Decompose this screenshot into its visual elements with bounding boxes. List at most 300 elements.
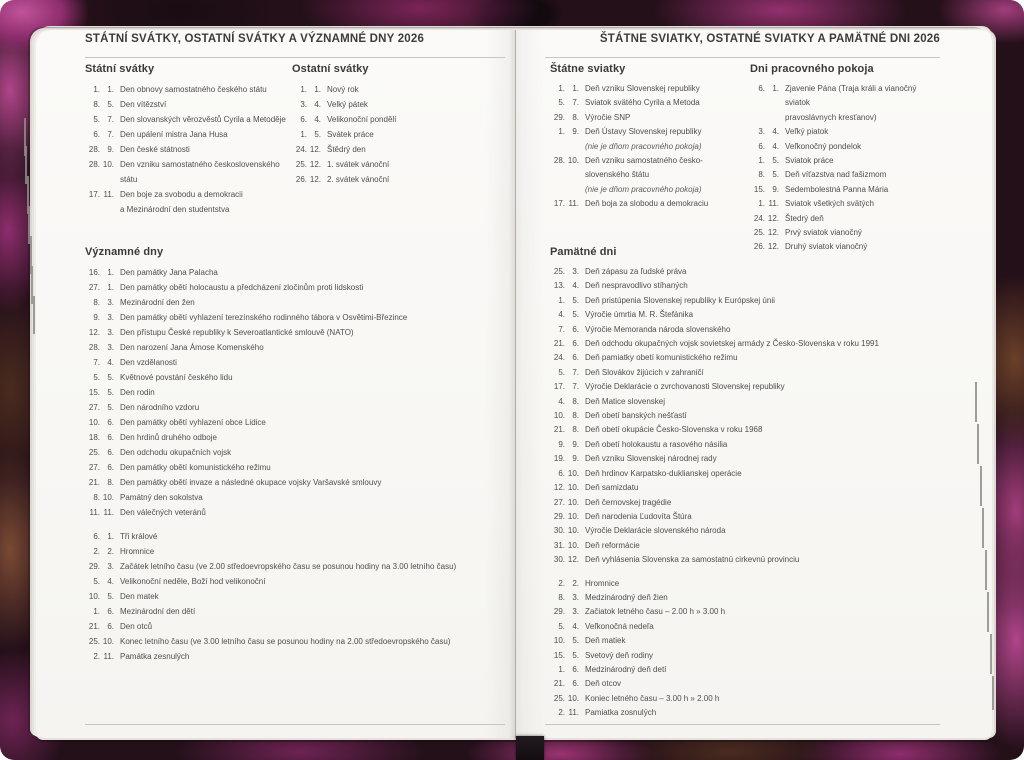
left-footer-rule: [85, 724, 505, 725]
day-number: 6.: [558, 468, 565, 478]
month-number: 6.: [572, 679, 579, 689]
holiday-text: Den památky obětí invaze a následné okupace vojsky Varšavské smlouvy: [120, 478, 382, 487]
month-number: 9.: [572, 127, 579, 137]
month-number: 10.: [567, 483, 579, 493]
holiday-row: [85, 310, 506, 325]
month-number: 1.: [772, 84, 779, 93]
holiday-text: Den památky obětí komunistického režimu: [120, 463, 271, 472]
day-number: 1.: [93, 607, 100, 616]
holiday-row: [550, 323, 938, 337]
month-number: 7.: [107, 130, 114, 139]
holiday-row: [550, 577, 938, 591]
tab-cut-mark: [982, 508, 984, 548]
holiday-row: [85, 400, 506, 415]
section-vyznamne-dny: [85, 246, 506, 664]
holiday-row: [85, 112, 291, 127]
day-number: 31.: [553, 540, 565, 550]
day-number: 8.: [758, 170, 765, 180]
month-number: 1.: [572, 84, 579, 93]
day-number: 5.: [558, 621, 565, 631]
month-number: 5.: [772, 170, 779, 180]
month-number: 4.: [772, 141, 779, 151]
holiday-text: Veľkonočný pondelok: [785, 141, 862, 151]
holiday-text: Den slovanských věrozvěstů Cyrila a Metoděje: [120, 115, 286, 124]
month-number: 4.: [572, 621, 579, 631]
holiday-row: [750, 226, 940, 240]
holiday-row: [85, 280, 506, 295]
holiday-text: Deň nespravodlivo stíhaných: [585, 281, 688, 291]
month-number: 6.: [572, 324, 579, 334]
day-number: 10.: [553, 636, 565, 646]
holiday-row: [550, 265, 938, 279]
month-number: 12.: [767, 242, 779, 252]
day-number: 26.: [753, 242, 765, 252]
holiday-row: [85, 505, 506, 520]
month-number: 1.: [314, 85, 321, 94]
holiday-row: [85, 529, 506, 544]
holiday-row: [550, 366, 938, 380]
holiday-list: [85, 265, 506, 664]
month-number: 5.: [314, 130, 321, 139]
holiday-row: [85, 265, 506, 280]
holiday-row: [292, 112, 506, 127]
holiday-text: Tři králové: [120, 532, 158, 541]
day-number: 27.: [88, 283, 100, 292]
month-number: 7.: [107, 115, 114, 124]
section-heading: Významné dny: [85, 246, 164, 258]
holiday-row: [550, 197, 745, 211]
month-number: 12.: [309, 145, 321, 154]
day-number: 16.: [88, 268, 100, 277]
tab-cut-mark: [975, 382, 977, 422]
month-number: 11.: [768, 199, 779, 209]
holiday-text: Mezinárodní den žen: [120, 298, 195, 307]
holiday-text: Den památky obětí vyhlazení terezínského rodinného tábora v Osvětimi-Březince: [120, 313, 408, 322]
month-number: 3.: [107, 562, 114, 571]
month-number: 12.: [767, 228, 779, 238]
day-number: 27.: [553, 497, 565, 507]
month-number: 8.: [572, 411, 579, 421]
day-number: 9.: [558, 439, 565, 449]
holiday-text: Výročie SNP: [585, 112, 631, 122]
holiday-row: [550, 692, 938, 706]
month-number: 5.: [572, 650, 579, 660]
day-number: 8.: [93, 493, 100, 502]
section-heading: Pamätné dni: [550, 246, 617, 258]
holiday-text: Svetový deň rodiny: [585, 650, 654, 660]
holiday-row: [85, 325, 506, 340]
day-number: 5.: [93, 577, 100, 586]
day-number: 5.: [558, 367, 565, 377]
day-number: 28.: [553, 156, 565, 166]
day-number: 4.: [558, 396, 565, 406]
month-number: 4.: [572, 281, 579, 291]
holiday-text: Medzinárodný deň žien: [585, 592, 668, 602]
month-number: 5.: [107, 592, 114, 601]
day-number: 2.: [93, 652, 100, 661]
holiday-text: Deň reformácie: [585, 540, 640, 550]
holiday-text: Výročie Memoranda národa slovenského: [585, 324, 731, 334]
month-number: 5.: [107, 388, 114, 397]
month-number: 6.: [107, 418, 114, 427]
holiday-row: [85, 559, 506, 574]
month-number: 5.: [572, 310, 579, 320]
holiday-text: Deň Matice slovenskej: [585, 396, 666, 406]
holiday-text: Den památky obětí vyhlazení obce Lidice: [120, 418, 266, 427]
holiday-text: Štedrý deň: [785, 213, 824, 223]
holiday-text: Velikonoční neděle, Boží hod velikonoční: [120, 577, 266, 586]
day-number: 25.: [88, 637, 100, 646]
month-number: 6.: [572, 353, 579, 363]
day-number: 8.: [558, 592, 565, 602]
holiday-text: Koniec letného času – 3.00 h » 2.00 h: [585, 693, 720, 703]
tab-cut-mark: [980, 466, 982, 506]
holiday-text: Den upálení mistra Jana Husa: [120, 130, 228, 139]
month-number: 2.: [107, 547, 114, 556]
holiday-row: [550, 605, 938, 619]
day-number: 24.: [295, 145, 307, 154]
month-number: 6.: [107, 607, 114, 616]
holiday-row: [750, 125, 940, 139]
holiday-row: [550, 706, 938, 720]
section-dni-pracovneho-pokoja: [750, 63, 940, 255]
month-number: 10.: [567, 468, 579, 478]
holiday-text: Druhý sviatok vianočný: [785, 242, 868, 252]
holiday-text: Deň vyhlásenia Slovenska za samostatnú cirkevnú provinciu: [585, 555, 800, 565]
holiday-row: [85, 649, 506, 664]
day-number: 15.: [553, 650, 565, 660]
holiday-text: Den otců: [120, 622, 153, 631]
month-number: 2.: [572, 578, 579, 588]
month-number: 8.: [572, 112, 579, 122]
holiday-text: 2. svátek vánoční: [327, 175, 390, 184]
holiday-row: [85, 445, 506, 460]
month-number: 10.: [567, 540, 579, 550]
day-number: 1.: [558, 664, 565, 674]
month-number: 6.: [107, 448, 114, 457]
month-number: 3.: [107, 328, 114, 337]
day-number: 7.: [558, 324, 565, 334]
day-number: 1.: [558, 295, 565, 305]
holiday-text: Výročie Deklarácie slovenského národa: [585, 526, 726, 536]
holiday-list: [550, 82, 745, 212]
holiday-text: Den vítězství: [120, 100, 167, 109]
holiday-row: [85, 604, 506, 619]
day-number: 27.: [88, 403, 100, 412]
day-number: 29.: [88, 562, 100, 571]
section-heading: Štátne sviatky: [550, 63, 626, 75]
holiday-text: Velikonoční pondělí: [327, 115, 397, 124]
day-number: 21.: [553, 339, 565, 349]
holiday-row: [550, 337, 938, 351]
gutter-line: [515, 30, 516, 738]
holiday-row: [550, 96, 745, 110]
day-number: 1.: [300, 130, 307, 139]
holiday-text: Deň vzniku Slovenskej národnej rady: [585, 454, 717, 464]
day-number: 17.: [88, 190, 100, 199]
month-number: 8.: [572, 425, 579, 435]
holiday-text: Deň zápasu za ľudské práva: [585, 267, 687, 276]
holiday-text: Štědrý den: [327, 145, 366, 154]
day-number: 25.: [553, 267, 565, 276]
day-number: 3.: [758, 127, 765, 137]
section-ostatni-svatky: [292, 63, 506, 187]
tab-cut-mark: [992, 676, 994, 710]
month-number: 1.: [107, 268, 114, 277]
day-number: 6.: [758, 84, 765, 93]
month-number: 9.: [107, 145, 114, 154]
left-page: [85, 30, 515, 738]
day-number: 8.: [93, 100, 100, 109]
holiday-text: Deň obetí holokaustu a rasového násilia: [585, 439, 728, 449]
holiday-row: [550, 467, 938, 481]
holiday-text: Hromnice: [120, 547, 155, 556]
tab-cut-mark: [987, 592, 989, 632]
day-number: 17.: [553, 199, 565, 209]
page-spread: [36, 30, 992, 738]
holiday-row: [85, 127, 291, 142]
holiday-text: Sviatok všetkých svätých: [785, 199, 874, 209]
day-number: 28.: [88, 160, 100, 169]
left-page-title: STÁTNÍ SVÁTKY, OSTATNÍ SVÁTKY A VÝZNAMNÉ DNY 2026: [85, 33, 425, 45]
holiday-row: [550, 294, 938, 308]
holiday-text: 1. svátek vánoční: [327, 160, 390, 169]
holiday-row: [292, 142, 506, 157]
month-number: 10.: [102, 160, 114, 169]
holiday-row: [550, 524, 938, 538]
section-heading: Dni pracovného pokoja: [750, 63, 874, 75]
holiday-row: [550, 452, 938, 466]
holiday-text: Mezinárodní den dětí: [120, 607, 196, 616]
month-number: 7.: [572, 367, 579, 377]
month-number: 10.: [102, 637, 114, 646]
month-number: 9.: [572, 439, 579, 449]
day-number: 21.: [553, 425, 565, 435]
holiday-text: Den boje za svobodu a demokracii a Mezinárodní den studentstva: [120, 190, 243, 214]
holiday-row: [85, 97, 291, 112]
holiday-text: Den narození Jana Ámose Komenského: [120, 343, 264, 352]
day-number: 29.: [553, 511, 565, 521]
holiday-row: [85, 157, 291, 187]
holiday-text: Den válečných veteránů: [120, 508, 206, 517]
month-number: 4.: [314, 115, 321, 124]
holiday-row: [550, 111, 745, 125]
month-number: 4.: [107, 577, 114, 586]
day-number: 10.: [553, 411, 565, 421]
right-header-rule: [545, 57, 940, 58]
month-number: 1.: [107, 85, 114, 94]
day-number: 5.: [558, 98, 565, 108]
holiday-row: [292, 82, 506, 97]
holiday-list: [750, 82, 940, 255]
month-number: 5.: [107, 100, 114, 109]
day-number: 5.: [93, 373, 100, 382]
holiday-row: [550, 649, 938, 663]
month-number: 6.: [572, 339, 579, 349]
day-number: 1.: [758, 156, 765, 166]
holiday-text: Den odchodu okupačních vojsk: [120, 448, 232, 457]
month-number: 9.: [772, 184, 779, 194]
day-number: 2.: [558, 578, 565, 588]
holiday-row: [550, 380, 938, 394]
month-number: 10.: [567, 526, 579, 536]
holiday-text: Deň narodenia Ľudovíta Štúra: [585, 511, 692, 521]
month-number: 10.: [567, 693, 579, 703]
holiday-text: Deň Slovákov žijúcich v zahraničí: [585, 367, 704, 377]
day-number: 1.: [93, 85, 100, 94]
month-number: 5.: [572, 636, 579, 646]
day-number: 5.: [93, 115, 100, 124]
holiday-row: [85, 430, 506, 445]
month-number: 4.: [107, 358, 114, 367]
holiday-row: [292, 127, 506, 142]
day-number: 6.: [300, 115, 307, 124]
month-number: 1.: [107, 532, 114, 541]
holiday-text: Den vzniku samostatného československého státu: [120, 160, 280, 184]
holiday-text: Deň Ústavy Slovenskej republiky (nie je dňom pracovného pokoja): [585, 127, 702, 151]
holiday-text: Sedembolestná Panna Mária: [785, 184, 889, 194]
holiday-row: [85, 415, 506, 430]
day-number: 28.: [88, 343, 100, 352]
month-number: 10.: [102, 493, 114, 502]
holiday-row: [85, 295, 506, 310]
holiday-text: Začátek letního času (ve 2.00 středoevropského času se posunou hodiny na 3.00 letního času): [120, 562, 457, 571]
holiday-text: Velký pátek: [327, 100, 368, 109]
holiday-row: [292, 157, 506, 172]
holiday-row: [85, 385, 506, 400]
holiday-row: [550, 308, 938, 322]
holiday-text: Den vzdělanosti: [120, 358, 177, 367]
day-number: 10.: [88, 418, 100, 427]
day-number: 28.: [88, 145, 100, 154]
day-number: 7.: [93, 358, 100, 367]
month-number: 6.: [572, 664, 579, 674]
day-number: 19.: [553, 454, 565, 464]
holiday-text: Pamiatka zosnulých: [585, 708, 657, 718]
month-number: 4.: [772, 127, 779, 137]
holiday-text: Hromnice: [585, 578, 620, 588]
day-number: 2.: [93, 547, 100, 556]
section-statni-svatky: [85, 63, 291, 217]
month-number: 9.: [572, 454, 579, 464]
month-number: 10.: [567, 511, 579, 521]
day-number: 25.: [553, 693, 565, 703]
holiday-text: Den památky Jana Palacha: [120, 268, 218, 277]
month-number: 11.: [103, 652, 114, 661]
tab-cut-mark: [985, 550, 987, 590]
month-number: 8.: [572, 396, 579, 406]
holiday-text: Den matek: [120, 592, 159, 601]
month-number: 5.: [107, 373, 114, 382]
month-number: 7.: [572, 98, 579, 108]
month-number: 1.: [107, 283, 114, 292]
holiday-row: [550, 279, 938, 293]
day-number: 17.: [553, 382, 565, 392]
holiday-row: [550, 481, 938, 495]
holiday-row: [550, 395, 938, 409]
holiday-text: Deň černovskej tragédie: [585, 497, 672, 507]
holiday-row: [85, 634, 506, 649]
holiday-row: [85, 82, 291, 97]
holiday-text: Deň hrdinov Karpatsko-duklianskej operácie: [585, 468, 742, 478]
holiday-list: [550, 265, 938, 721]
holiday-row: [85, 574, 506, 589]
holiday-text: Den české státnosti: [120, 145, 190, 154]
right-page-title: ŠTÁTNE SVIATKY, OSTATNÉ SVIATKY A PAMÄTNÉ DNI 2026: [599, 33, 940, 45]
holiday-row: [550, 510, 938, 524]
day-number: 15.: [88, 388, 100, 397]
month-number: 5.: [772, 156, 779, 166]
day-number: 9.: [93, 313, 100, 322]
day-number: 6.: [93, 532, 100, 541]
month-number: 8.: [107, 478, 114, 487]
day-number: 25.: [753, 228, 765, 238]
month-number: 6.: [107, 433, 114, 442]
month-number: 5.: [107, 403, 114, 412]
month-number: 12.: [309, 160, 321, 169]
holiday-row: [750, 168, 940, 182]
holiday-text: Deň obetí banských nešťastí: [585, 411, 687, 421]
month-number: 11.: [568, 199, 579, 209]
day-number: 21.: [88, 622, 100, 631]
day-number: 29.: [553, 607, 565, 617]
holiday-text: Deň pristúpenia Slovenskej republiky k Európskej únii: [585, 295, 775, 305]
holiday-row: [85, 475, 506, 490]
holiday-row: [550, 553, 938, 567]
holiday-text: Deň obetí okupácie Česko-Slovenska v roku 1968: [585, 425, 763, 435]
holiday-text: Sviatok svätého Cyrila a Metoda: [585, 98, 700, 108]
section-heading: Ostatní svátky: [292, 63, 369, 75]
month-number: 11.: [103, 508, 114, 517]
day-number: 24.: [553, 353, 565, 363]
holiday-row: [750, 197, 940, 211]
holiday-row: [85, 187, 291, 217]
holiday-text: Deň odchodu okupačných vojsk sovietskej armády z Česko-Slovenska v roku 1991: [585, 339, 879, 349]
day-number: 21.: [88, 478, 100, 487]
holiday-row: [750, 154, 940, 168]
holiday-text: Svátek práce: [327, 130, 374, 139]
day-number: 6.: [93, 130, 100, 139]
month-number: 7.: [572, 382, 579, 392]
month-number: 3.: [572, 592, 579, 602]
month-number: 3.: [572, 267, 579, 276]
month-number: 11.: [103, 190, 114, 199]
holiday-row: [550, 634, 938, 648]
month-number: 10.: [567, 156, 579, 166]
holiday-text: Deň vzniku samostatného česko-slovenského štátu (nie je dňom pracovného pokoja): [585, 156, 703, 194]
month-number: 3.: [572, 607, 579, 617]
holiday-text: Den památky obětí holocaustu a předcházení zločinům proti lidskosti: [120, 283, 364, 292]
month-number: 11.: [568, 708, 579, 718]
holiday-row: [550, 677, 938, 691]
day-number: 12.: [553, 483, 565, 493]
holiday-row: [550, 438, 938, 452]
holiday-row: [550, 82, 745, 96]
month-number: 10.: [567, 497, 579, 507]
day-number: 26.: [295, 175, 307, 184]
day-number: 18.: [88, 433, 100, 442]
day-number: 10.: [88, 592, 100, 601]
section-pamatne-dni: [550, 246, 938, 721]
holiday-text: Deň samizdatu: [585, 483, 639, 493]
left-header-rule: [85, 57, 505, 58]
day-number: 30.: [553, 526, 565, 536]
day-number: 8.: [93, 298, 100, 307]
day-number: 1.: [558, 84, 565, 93]
holiday-row: [550, 539, 938, 553]
holiday-text: Den přístupu České republiky k Severoatlantické smlouvě (NATO): [120, 328, 354, 337]
month-number: 4.: [314, 100, 321, 109]
